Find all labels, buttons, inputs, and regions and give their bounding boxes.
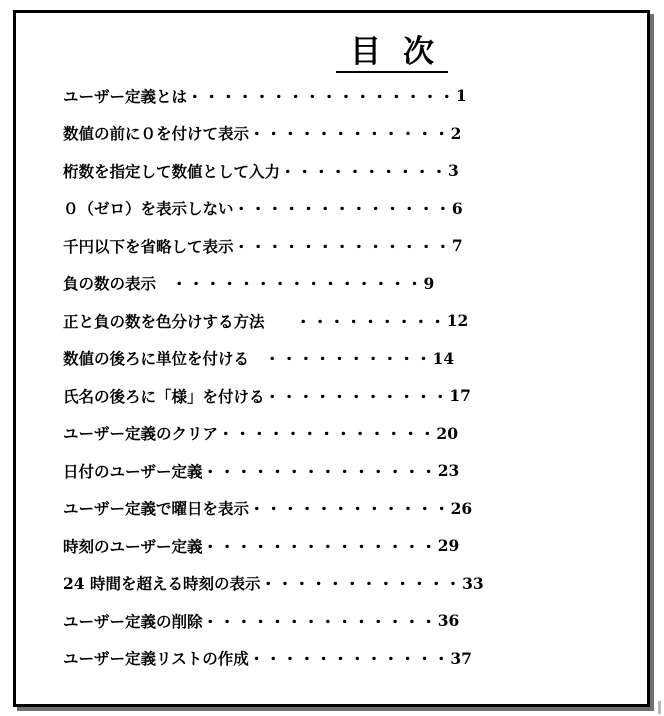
toc-entry (63, 302, 484, 340)
toc-entry (63, 77, 484, 115)
toc-page-number: 14 (432, 348, 455, 368)
toc-leader-dots: ・・・・・・・・・・ (264, 349, 433, 369)
toc-entry (63, 152, 484, 190)
toc-page-number: 7 (451, 236, 463, 256)
toc-leader-dots: ・・・・・・・・・・・・ (249, 499, 451, 519)
toc-entry (63, 190, 484, 228)
toc-entry (63, 340, 484, 378)
toc-leader-dots: ・・・・・・・・・・・・・・ (202, 536, 438, 556)
toc-entry-label: ユーザー定義とは (63, 86, 188, 106)
toc-leader-dots: ・・・・・・・・・・ (280, 161, 449, 181)
toc-page-number: 3 (448, 161, 459, 181)
toc-page-number: 33 (462, 573, 484, 593)
toc-page-number: 6 (451, 198, 463, 218)
title-char-left: 目 (350, 34, 381, 70)
toc-leader-dots: ・・・・・・・・・・・・ (260, 574, 463, 594)
toc-entry-label: 負の数の表示 (63, 274, 172, 294)
toc-entry-label: 日付のユーザー定義 (63, 461, 203, 481)
toc-leader-dots: ・・・・・・・・・・・ (264, 386, 450, 406)
table-of-contents (63, 77, 484, 677)
toc-leader-dots: ・・・・・・・・・・・・ (248, 649, 451, 669)
toc-entry-label: 正と負の数を色分けする方法 (63, 311, 296, 331)
toc-entry-label: 数値の前に０を付けて表示 (63, 124, 250, 144)
toc-page-number: 26 (450, 498, 473, 518)
scrollbar-edge (658, 701, 661, 714)
toc-entry (63, 415, 484, 453)
toc-leader-dots: ・・・・・・・・・・・・・・ (202, 461, 438, 481)
toc-entry (63, 640, 484, 678)
page-title (336, 33, 448, 73)
toc-entry-label: 氏名の後ろに「様」を付ける (63, 386, 265, 406)
toc-entry-label: ユーザー定義のクリア (63, 424, 219, 444)
toc-entry-label: 数値の後ろに単位を付ける (63, 349, 265, 369)
toc-entry-label: ユーザー定義で曜日を表示 (63, 499, 250, 519)
toc-entry (63, 527, 484, 565)
toc-page-number: 37 (450, 648, 472, 668)
toc-entry (63, 602, 484, 640)
toc-page-number: 36 (437, 611, 460, 631)
toc-page-number: 17 (449, 386, 471, 406)
toc-entry (63, 227, 484, 265)
toc-entry-label: 24 時間を超える時刻の表示 (63, 574, 261, 594)
toc-leader-dots: ・・・・・・・・・・・・・・・ (171, 274, 424, 294)
toc-page-number: 20 (436, 423, 458, 443)
toc-entry (63, 265, 484, 303)
toc-entry-label: 桁数を指定して数値として入力 (63, 161, 281, 181)
toc-leader-dots: ・・・・・・・・・ (295, 311, 447, 331)
toc-leader-dots: ・・・・・・・・・・・・ (249, 124, 451, 144)
toc-leader-dots: ・・・・・・・・・・・・・・ (202, 611, 438, 631)
toc-entry-label: 時刻のユーザー定義 (63, 536, 203, 556)
toc-entry-label: ユーザー定義の削除 (63, 611, 203, 631)
toc-entry (63, 377, 484, 415)
toc-entry-label: 千円以下を省略して表示 (63, 236, 234, 256)
document-page (13, 10, 650, 707)
title-char-right: 次 (403, 34, 434, 70)
toc-leader-dots: ・・・・・・・・・・・・・ (233, 236, 452, 256)
toc-page-number: 12 (446, 311, 469, 331)
toc-page-number: 23 (437, 461, 460, 481)
toc-leader-dots: ・・・・・・・・・・・・・・・・ (187, 86, 456, 106)
toc-entry (63, 115, 484, 153)
toc-leader-dots: ・・・・・・・・・・・・・ (218, 424, 437, 444)
toc-entry (63, 490, 484, 528)
toc-entry-label: ユーザー定義リストの作成 (63, 649, 249, 669)
toc-page-number: 2 (450, 123, 462, 143)
toc-page-number: 29 (437, 536, 460, 556)
toc-entry (63, 452, 484, 490)
toc-page-number: 9 (423, 273, 435, 293)
toc-leader-dots: ・・・・・・・・・・・・・ (233, 199, 452, 219)
toc-entry-label: ０（ゼロ）を表示しない (63, 199, 234, 219)
toc-page-number: 1 (455, 86, 467, 106)
toc-entry (63, 565, 484, 603)
